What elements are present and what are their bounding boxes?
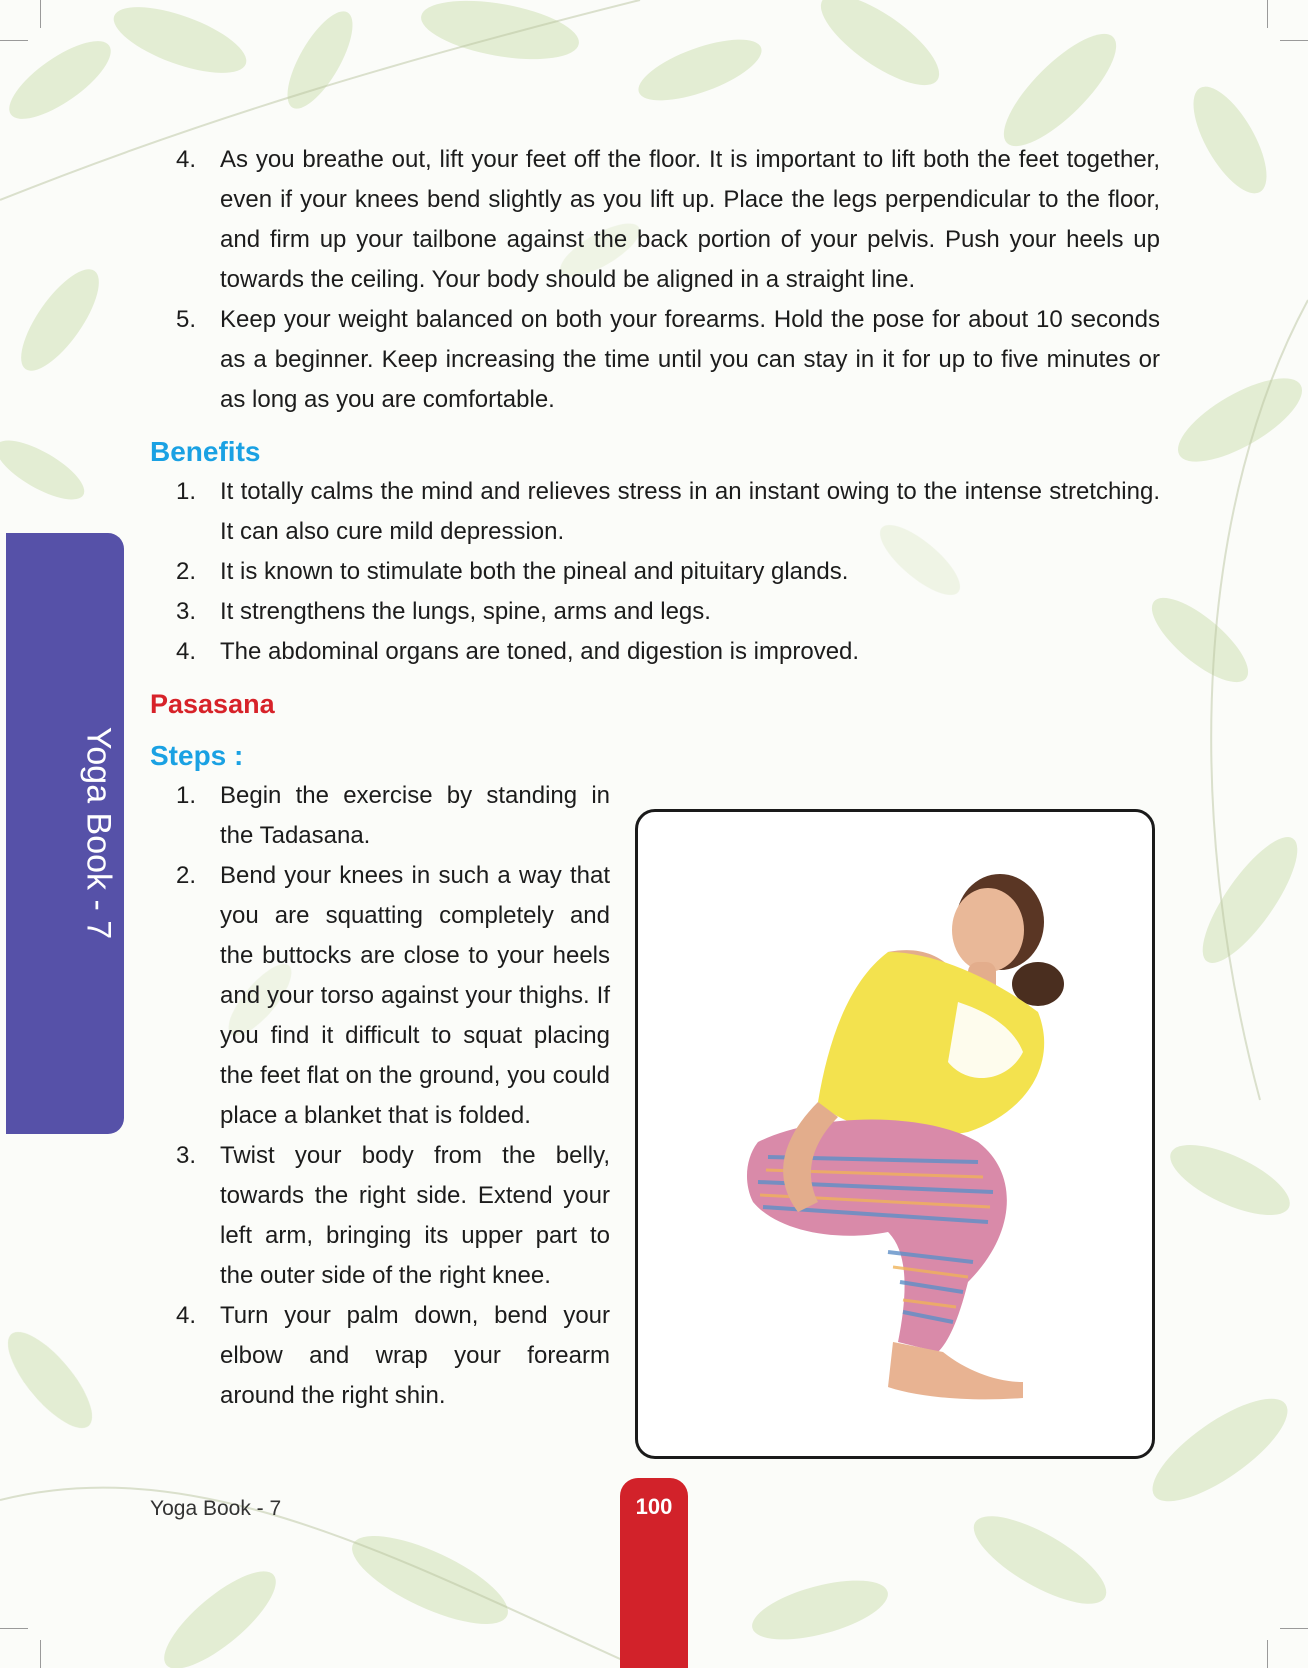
- crop-mark: [1280, 40, 1308, 41]
- crop-mark: [1267, 1640, 1268, 1668]
- previous-pose-steps: [150, 140, 1160, 420]
- list-item: [150, 140, 1160, 300]
- side-tab-label: Yoga Book - 7: [79, 726, 118, 940]
- pose-photo-frame: [635, 809, 1155, 1459]
- list-text: Keep your weight balanced on both your forearms. Hold the pose for about 10 seconds as a beginner. Keep increasing the time until you can stay in it for up to five minutes or as long as you are comfortable.: [220, 306, 1160, 413]
- list-number: 3.: [175, 598, 196, 625]
- list-item: [150, 300, 1160, 420]
- list-item: [150, 1136, 610, 1296]
- crop-mark: [1280, 1628, 1308, 1629]
- benefits-heading: Benefits: [150, 436, 261, 467]
- list-text: Twist your body from the belly, towards the right side. Extend your left arm, bringing its upper part to the outer side of the right knee.: [220, 1142, 610, 1289]
- list-text: It totally calms the mind and relieves stress in an instant owing to the intense stretching. It can also cure mild depression.: [220, 478, 1160, 545]
- crop-mark: [0, 40, 28, 41]
- pasasana-pose-illustration: [638, 812, 1152, 1456]
- list-item: [150, 552, 1160, 592]
- list-item: [150, 776, 610, 856]
- pose-title: Pasasana: [150, 689, 275, 719]
- pose-steps: [150, 776, 610, 1416]
- list-number: 3.: [175, 1142, 196, 1169]
- list-item: [150, 472, 1160, 552]
- list-text: It is known to stimulate both the pineal and pituitary glands.: [220, 558, 849, 585]
- benefits-list: [150, 472, 1160, 672]
- steps-heading: Steps :: [150, 740, 244, 771]
- list-text: Begin the exercise by standing in the Tadasana.: [220, 782, 610, 849]
- list-text: As you breathe out, lift your feet off the floor. It is important to lift both the feet together, even if your knees bend slightly as you lift up. Place the legs perpendicular to the floor, and firm up your tailbone against the back portion of your pelvis. Push your heels up towards the ceiling. Your body should be aligned in a straight line.: [220, 146, 1160, 293]
- list-text: Bend your knees in such a way that you are squatting completely and the buttocks are close to your heels and your torso against your thighs. If you find it difficult to squat placing the feet flat on the ground, you could place a blanket that is folded.: [220, 862, 610, 1129]
- list-number: 2.: [175, 862, 196, 889]
- page-number: 100: [620, 1478, 688, 1668]
- list-item: [150, 1296, 610, 1416]
- list-item: [150, 632, 1160, 672]
- list-number: 4.: [175, 638, 196, 665]
- footer-book-title: Yoga Book - 7: [150, 1497, 282, 1520]
- list-number: 4.: [175, 146, 196, 173]
- crop-mark: [0, 1628, 28, 1629]
- list-number: 2.: [175, 558, 196, 585]
- list-item: [150, 856, 610, 1136]
- list-number: 4.: [175, 1302, 196, 1329]
- list-text: The abdominal organs are toned, and digestion is improved.: [220, 638, 860, 665]
- list-number: 1.: [175, 782, 196, 809]
- list-number: 1.: [175, 478, 196, 505]
- crop-mark: [40, 0, 41, 28]
- list-item: [150, 592, 1160, 632]
- list-text: It strengthens the lungs, spine, arms and legs.: [220, 598, 711, 625]
- crop-mark: [40, 1640, 41, 1668]
- list-text: Turn your palm down, bend your elbow and wrap your forearm around the right shin.: [220, 1302, 610, 1409]
- list-number: 5.: [175, 306, 196, 333]
- crop-mark: [1267, 0, 1268, 28]
